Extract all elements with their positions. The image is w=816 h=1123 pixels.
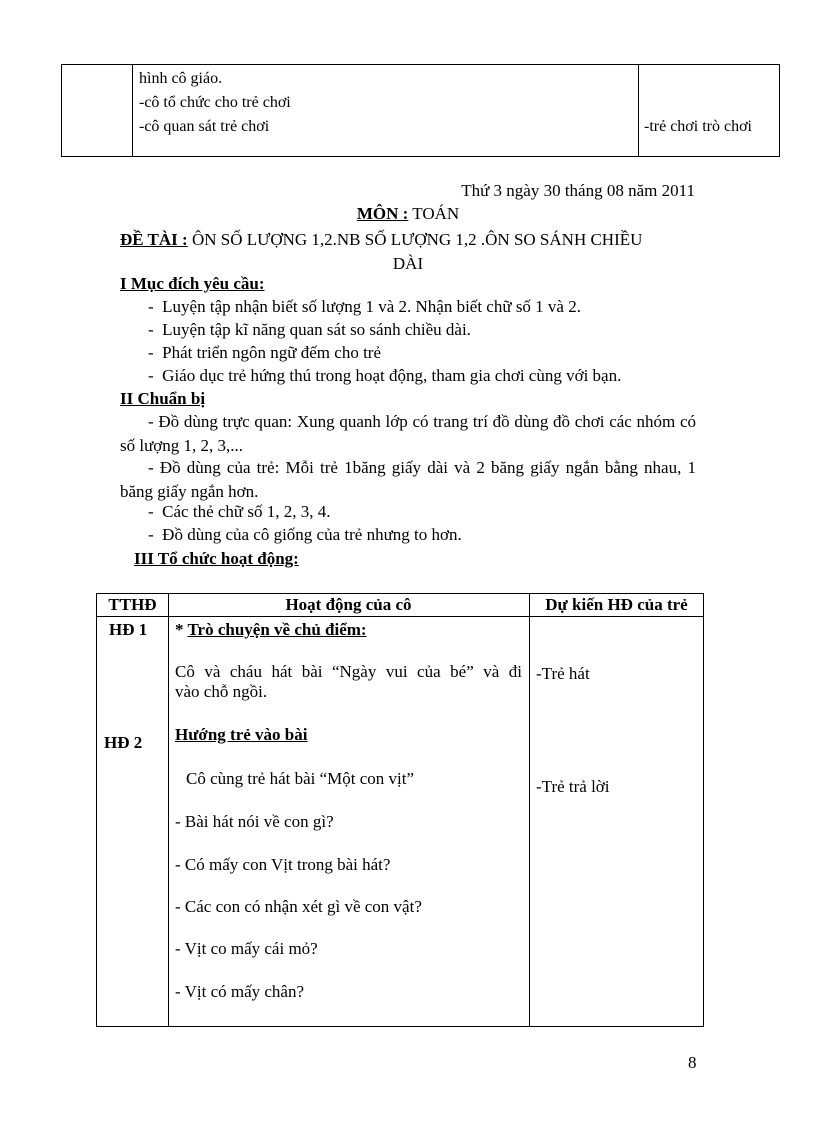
question-item: - Vịt co mấy cái mỏ? <box>175 939 318 958</box>
section-1-item: - Luyện tập kĩ năng quan sát so sánh chiều dài. <box>148 320 471 339</box>
column-divider <box>168 594 169 1026</box>
section-1-item: - Luyện tập nhận biết số lượng 1 và 2. Nhận biết chữ số 1 và 2. <box>148 297 581 316</box>
continuation-line: -cô tổ chức cho trẻ chơi <box>139 94 291 111</box>
hd1-label: HĐ 1 <box>109 620 148 639</box>
header-child-activity: Dự kiến HĐ của trẻ <box>545 595 688 614</box>
continuation-col-2 <box>133 65 639 156</box>
section-3-heading: III Tổ chức hoạt động: <box>134 549 299 568</box>
question-item: - Có mấy con Vịt trong bài hát? <box>175 855 391 874</box>
hd2-label: HĐ 2 <box>104 733 143 752</box>
subject-line <box>0 204 816 224</box>
subject-label: MÔN : <box>356 204 409 223</box>
column-divider <box>529 594 530 1026</box>
activity-table <box>96 593 704 1027</box>
child-answer: -Trẻ trả lời <box>536 777 610 796</box>
section-2-paragraph: - Đồ dùng trực quan: Xung quanh lớp có trang trí đồ dùng đồ chơi các nhóm có số lượng 1, 2, 3,... <box>120 412 696 455</box>
header-tthd: TTHĐ <box>108 595 157 614</box>
child-sing: -Trẻ hát <box>536 664 590 683</box>
guide-heading: Hướng trẻ vào bài <box>175 725 308 744</box>
header-teacher-activity: Hoạt động của cô <box>285 595 412 614</box>
section-1-item: - Phát triển ngôn ngữ đếm cho trẻ <box>148 343 382 362</box>
section-1-item: - Giáo dục trẻ hứng thú trong hoạt động, tham gia chơi cùng với bạn. <box>148 366 622 385</box>
continuation-table <box>61 64 780 157</box>
topic-chat-heading <box>175 620 367 640</box>
section-2-heading: II Chuẩn bị <box>120 389 206 408</box>
topic-label: ĐỀ TÀI : <box>120 230 188 249</box>
continuation-line: -cô quan sát trẻ chơi <box>139 118 270 135</box>
section-2-item: - Các thẻ chữ số 1, 2, 3, 4. <box>148 502 331 521</box>
section-2-item: - Đồ dùng của cô giống của trẻ nhưng to hơn. <box>148 525 462 544</box>
question-item: - Vịt có mấy chân? <box>175 982 305 1001</box>
sing-song-1-line-2: vào chỗ ngồi. <box>175 682 268 701</box>
section-1-heading: I Mục đích yêu cầu: <box>120 274 265 293</box>
page-number: 8 <box>688 1053 697 1072</box>
sing-song-1-line-1: Cô và cháu hát bài “Ngày vui của bé” và đi <box>175 662 522 681</box>
section-2-paragraph: - Đồ dùng của trẻ: Mỗi trẻ 1băng giấy dài và 2 băng giấy ngắn bằng nhau, 1 băng giấy ngắn hơn. <box>120 458 696 501</box>
star-marker: * <box>175 620 184 639</box>
topic-line-2: DÀI <box>392 254 424 273</box>
question-item: - Bài hát nói về con gì? <box>175 812 334 831</box>
continuation-col-3 <box>639 65 779 156</box>
topic-block <box>120 228 696 276</box>
sing-song-2: Cô cùng trẻ hát bài “Một con vịt” <box>186 769 415 788</box>
continuation-col-1 <box>62 65 133 156</box>
topic-line-1: ÔN SỐ LƯỢNG 1,2.NB SỐ LƯỢNG 1,2 .ÔN SO SÁNH CHIỀU <box>191 230 643 249</box>
continuation-line: hình cô giáo. <box>139 70 223 87</box>
lesson-date: Thứ 3 ngày 30 tháng 08 năm 2011 <box>461 181 695 200</box>
continuation-child-activity: -trẻ chơi trò chơi <box>644 118 752 135</box>
topic-chat-text: Trò chuyện về chủ điểm: <box>187 620 367 639</box>
question-item: - Các con có nhận xét gì về con vật? <box>175 897 422 916</box>
sing-song-1 <box>175 662 522 702</box>
subject-value: TOÁN <box>412 204 460 223</box>
